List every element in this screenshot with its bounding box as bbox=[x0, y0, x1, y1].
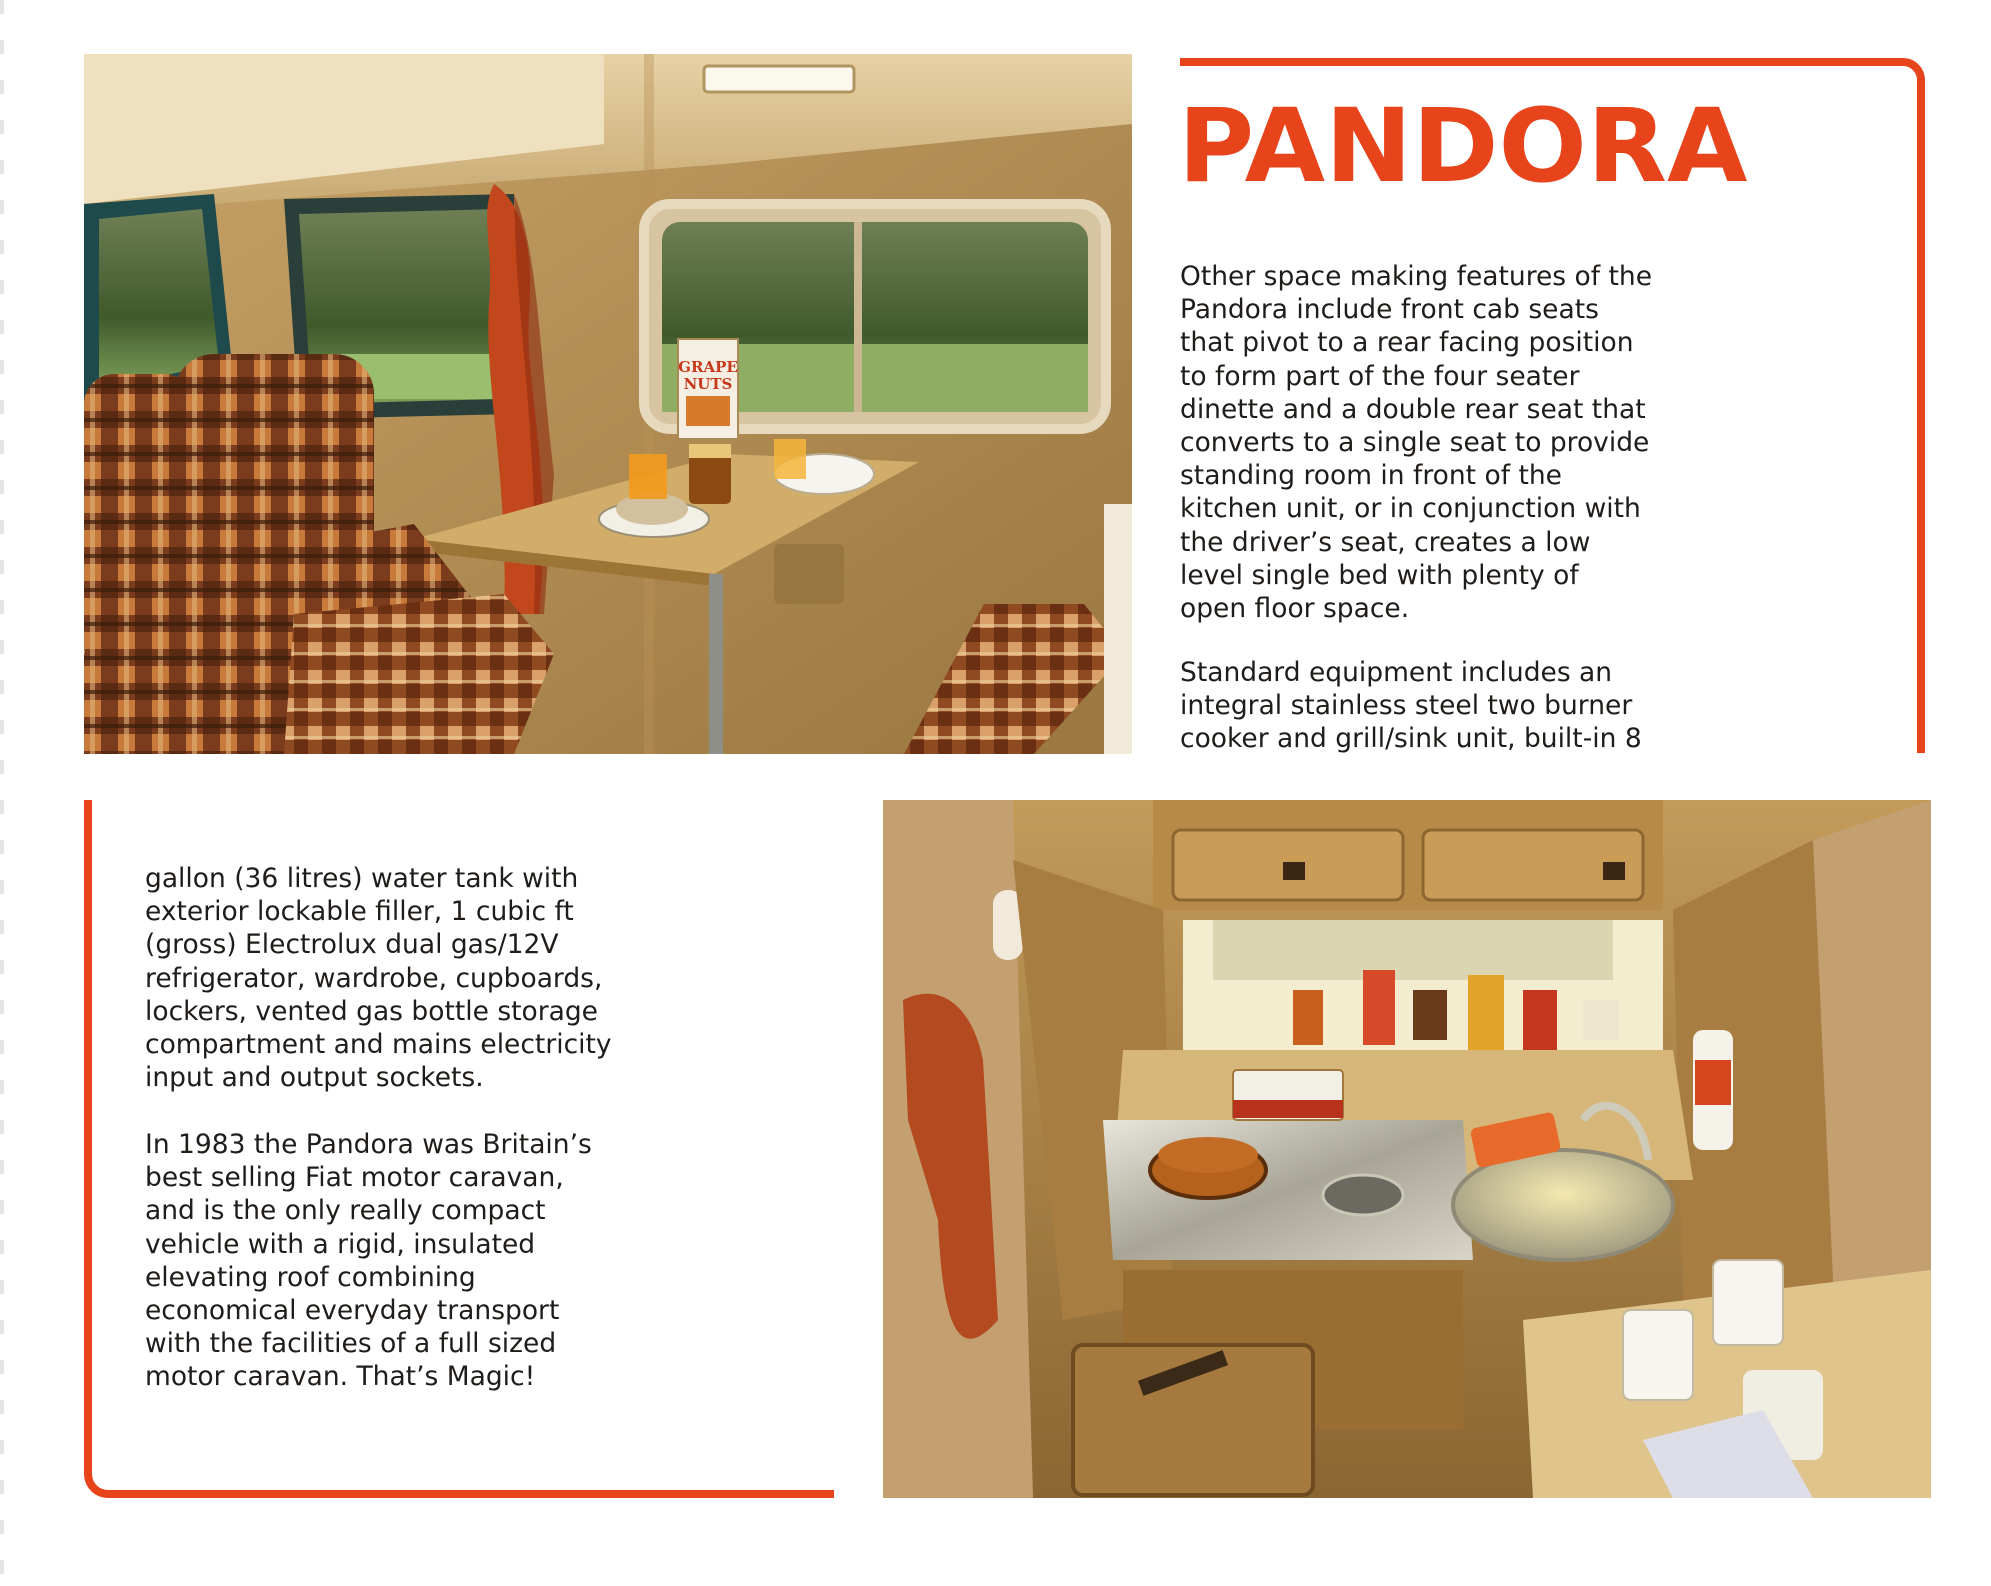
dinette-photo bbox=[84, 54, 1132, 754]
kitchen-photo bbox=[883, 800, 1931, 1498]
body-paragraph: Standard equipment includes an integral stainless steel two burner cooker and grill/sink unit, built-in 8 bbox=[1180, 657, 1642, 755]
page-edge bbox=[0, 0, 4, 1586]
body-paragraph: gallon (36 litres) water tank with exterior lockable filler, 1 cubic ft (gross) Electrolux dual gas/12V refrigerator, wardrobe, cupboards, lockers, vented gas bottle storage compartment and mains electricity input and output sockets. bbox=[145, 863, 612, 1094]
body-paragraph: In 1983 the Pandora was Britain’s best selling Fiat motor caravan, and is the only really compact vehicle with a rigid, insulated elevating roof combining economical everyday transport with the facilities of a full sized motor caravan. That’s Magic! bbox=[145, 1129, 592, 1393]
cereal-box-label: NUTS bbox=[683, 375, 733, 393]
body-paragraph: Other space making features of the Pandora include front cab seats that pivot to a rear facing position to form part of the four seater dinette and a double rear seat that converts to a single seat to provide standing room in front of the kitchen unit, or in conjunction with the driver’s seat, creates a low level single bed with plenty of open floor space. bbox=[1180, 261, 1652, 625]
cereal-box-label: GRAPE bbox=[678, 358, 738, 376]
page-title: PANDORA bbox=[1178, 86, 1748, 206]
